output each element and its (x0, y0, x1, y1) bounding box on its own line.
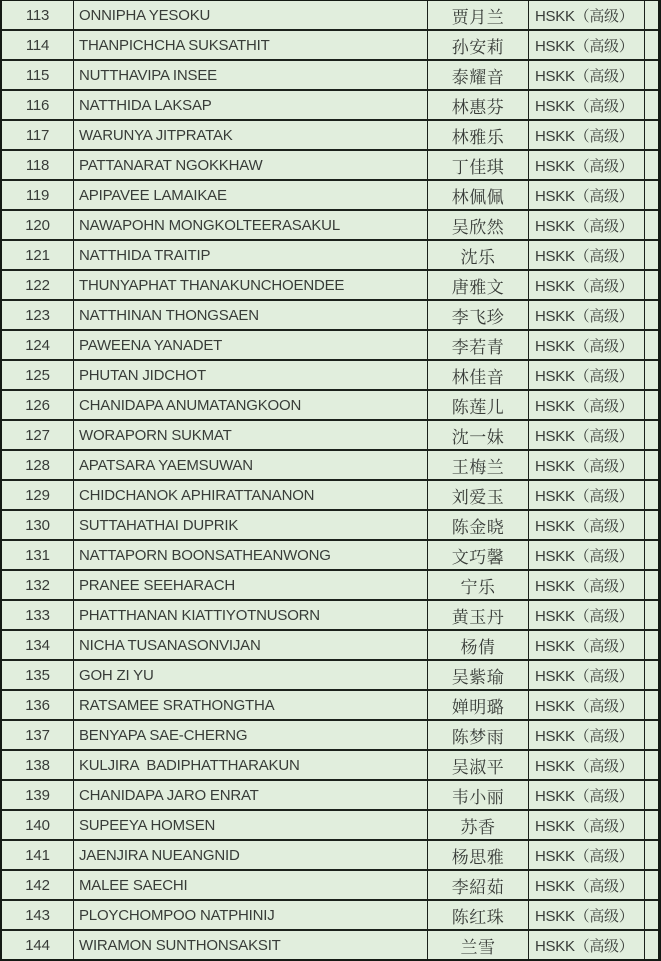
cut-off-column-cell (645, 421, 658, 449)
level-cell: HSKK（高级） (529, 721, 645, 749)
name-cell: PRANEE SEEHARACH (74, 571, 428, 599)
table-row (2, 871, 658, 901)
level-cell: HSKK（高级） (529, 481, 645, 509)
row-number-cell: 144 (2, 931, 74, 959)
table-row (2, 241, 658, 271)
table-row (2, 421, 658, 451)
row-number-cell: 125 (2, 361, 74, 389)
cut-off-column-cell (645, 211, 658, 239)
row-number-cell: 139 (2, 781, 74, 809)
cut-off-column-cell (645, 721, 658, 749)
name-cell: CHANIDAPA JARO ENRAT (74, 781, 428, 809)
chinese-name-cell: 李若青 (428, 331, 529, 359)
table-row (2, 1, 658, 31)
name-cell: PHATTHANAN KIATTIYOTNUSORN (74, 601, 428, 629)
chinese-name-cell: 吴淑平 (428, 751, 529, 779)
row-number-cell: 137 (2, 721, 74, 749)
row-number-cell: 143 (2, 901, 74, 929)
cut-off-column-cell (645, 451, 658, 479)
row-number-cell: 114 (2, 31, 74, 59)
name-cell: SUTTAHATHAI DUPRIK (74, 511, 428, 539)
name-cell: NUTTHAVIPA INSEE (74, 61, 428, 89)
chinese-name-cell: 林佩佩 (428, 181, 529, 209)
table-row (2, 751, 658, 781)
name-cell: CHIDCHANOK APHIRATTANANON (74, 481, 428, 509)
chinese-name-cell: 苏香 (428, 811, 529, 839)
level-cell: HSKK（高级） (529, 61, 645, 89)
level-cell: HSKK（高级） (529, 331, 645, 359)
chinese-name-cell: 沈乐 (428, 241, 529, 269)
cut-off-column-cell (645, 901, 658, 929)
cut-off-column-cell (645, 151, 658, 179)
cut-off-column-cell (645, 871, 658, 899)
table-row (2, 781, 658, 811)
table-row (2, 361, 658, 391)
table-row (2, 691, 658, 721)
table-row (2, 151, 658, 181)
cut-off-column-cell (645, 61, 658, 89)
level-cell: HSKK（高级） (529, 391, 645, 419)
cut-off-column-cell (645, 571, 658, 599)
level-cell: HSKK（高级） (529, 841, 645, 869)
cut-off-column-cell (645, 481, 658, 509)
table-row (2, 271, 658, 301)
name-cell: WIRAMON SUNTHONSAKSIT (74, 931, 428, 959)
row-number-cell: 130 (2, 511, 74, 539)
table-row (2, 631, 658, 661)
row-number-cell: 115 (2, 61, 74, 89)
name-cell: NATTHIDA LAKSAP (74, 91, 428, 119)
row-number-cell: 123 (2, 301, 74, 329)
table-row (2, 901, 658, 931)
level-cell: HSKK（高级） (529, 451, 645, 479)
cut-off-column-cell (645, 931, 658, 959)
chinese-name-cell: 王梅兰 (428, 451, 529, 479)
row-number-cell: 141 (2, 841, 74, 869)
row-number-cell: 140 (2, 811, 74, 839)
chinese-name-cell: 杨倩 (428, 631, 529, 659)
row-number-cell: 121 (2, 241, 74, 269)
row-number-cell: 124 (2, 331, 74, 359)
name-cell: KULJIRA BADIPHATTHARAKUN (74, 751, 428, 779)
row-number-cell: 116 (2, 91, 74, 119)
row-number-cell: 127 (2, 421, 74, 449)
name-cell: GOH ZI YU (74, 661, 428, 689)
row-number-cell: 128 (2, 451, 74, 479)
table-row (2, 541, 658, 571)
level-cell: HSKK（高级） (529, 31, 645, 59)
chinese-name-cell: 陈红珠 (428, 901, 529, 929)
name-cell: PHUTAN JIDCHOT (74, 361, 428, 389)
table-row (2, 31, 658, 61)
chinese-name-cell: 杨思雅 (428, 841, 529, 869)
table-row (2, 91, 658, 121)
cut-off-column-cell (645, 271, 658, 299)
row-number-cell: 136 (2, 691, 74, 719)
cut-off-column-cell (645, 541, 658, 569)
name-cell: NATTHINAN THONGSAEN (74, 301, 428, 329)
level-cell: HSKK（高级） (529, 121, 645, 149)
name-cell: NATTAPORN BOONSATHEANWONG (74, 541, 428, 569)
table-row (2, 931, 658, 961)
level-cell: HSKK（高级） (529, 601, 645, 629)
cut-off-column-cell (645, 301, 658, 329)
level-cell: HSKK（高级） (529, 421, 645, 449)
table-row (2, 331, 658, 361)
cut-off-column-cell (645, 661, 658, 689)
table-row (2, 811, 658, 841)
cut-off-column-cell (645, 601, 658, 629)
table-row (2, 391, 658, 421)
table-row (2, 511, 658, 541)
row-number-cell: 131 (2, 541, 74, 569)
table-row (2, 601, 658, 631)
chinese-name-cell: 李飞珍 (428, 301, 529, 329)
chinese-name-cell: 宁乐 (428, 571, 529, 599)
row-number-cell: 126 (2, 391, 74, 419)
cut-off-column-cell (645, 1, 658, 29)
level-cell: HSKK（高级） (529, 151, 645, 179)
name-cell: NATTHIDA TRAITIP (74, 241, 428, 269)
chinese-name-cell: 李紹茹 (428, 871, 529, 899)
row-number-cell: 122 (2, 271, 74, 299)
name-cell: ONNIPHA YESOKU (74, 1, 428, 29)
level-cell: HSKK（高级） (529, 811, 645, 839)
level-cell: HSKK（高级） (529, 661, 645, 689)
cut-off-column-cell (645, 841, 658, 869)
row-number-cell: 138 (2, 751, 74, 779)
name-cell: RATSAMEE SRATHONGTHA (74, 691, 428, 719)
table-row (2, 121, 658, 151)
level-cell: HSKK（高级） (529, 931, 645, 959)
level-cell: HSKK（高级） (529, 751, 645, 779)
name-cell: NAWAPOHN MONGKOLTEERASAKUL (74, 211, 428, 239)
cut-off-column-cell (645, 31, 658, 59)
row-number-cell: 119 (2, 181, 74, 209)
chinese-name-cell: 贾月兰 (428, 1, 529, 29)
table-row (2, 571, 658, 601)
level-cell: HSKK（高级） (529, 211, 645, 239)
row-number-cell: 129 (2, 481, 74, 509)
table-row (2, 841, 658, 871)
chinese-name-cell: 韦小丽 (428, 781, 529, 809)
name-cell: CHANIDAPA ANUMATANGKOON (74, 391, 428, 419)
chinese-name-cell: 刘爱玉 (428, 481, 529, 509)
table-row (2, 721, 658, 751)
row-number-cell: 135 (2, 661, 74, 689)
chinese-name-cell: 陈莲儿 (428, 391, 529, 419)
name-cell: WARUNYA JITPRATAK (74, 121, 428, 149)
cut-off-column-cell (645, 91, 658, 119)
chinese-name-cell: 黄玉丹 (428, 601, 529, 629)
cut-off-column-cell (645, 361, 658, 389)
level-cell: HSKK（高级） (529, 541, 645, 569)
name-cell: PLOYCHOMPOO NATPHINIJ (74, 901, 428, 929)
level-cell: HSKK（高级） (529, 271, 645, 299)
cut-off-column-cell (645, 241, 658, 269)
table-row (2, 181, 658, 211)
name-cell: THUNYAPHAT THANAKUNCHOENDEE (74, 271, 428, 299)
name-cell: BENYAPA SAE-CHERNG (74, 721, 428, 749)
name-cell: MALEE SAECHI (74, 871, 428, 899)
chinese-name-cell: 陈金晓 (428, 511, 529, 539)
name-cell: PATTANARAT NGOKKHAW (74, 151, 428, 179)
table-row (2, 661, 658, 691)
name-cell: WORAPORN SUKMAT (74, 421, 428, 449)
name-cell: NICHA TUSANASONVIJAN (74, 631, 428, 659)
cut-off-column-cell (645, 121, 658, 149)
table-row (2, 61, 658, 91)
level-cell: HSKK（高级） (529, 181, 645, 209)
chinese-name-cell: 沈一妹 (428, 421, 529, 449)
cut-off-column-cell (645, 181, 658, 209)
chinese-name-cell: 吴欣然 (428, 211, 529, 239)
row-number-cell: 118 (2, 151, 74, 179)
cut-off-column-cell (645, 811, 658, 839)
chinese-name-cell: 吴紫瑜 (428, 661, 529, 689)
chinese-name-cell: 唐雅文 (428, 271, 529, 299)
cut-off-column-cell (645, 511, 658, 539)
cut-off-column-cell (645, 391, 658, 419)
row-number-cell: 134 (2, 631, 74, 659)
name-cell: APATSARA YAEMSUWAN (74, 451, 428, 479)
row-number-cell: 132 (2, 571, 74, 599)
chinese-name-cell: 林雅乐 (428, 121, 529, 149)
level-cell: HSKK（高级） (529, 91, 645, 119)
table-row (2, 481, 658, 511)
level-cell: HSKK（高级） (529, 1, 645, 29)
chinese-name-cell: 陈梦雨 (428, 721, 529, 749)
name-cell: JAENJIRA NUEANGNID (74, 841, 428, 869)
row-number-cell: 133 (2, 601, 74, 629)
level-cell: HSKK（高级） (529, 901, 645, 929)
name-cell: THANPICHCHA SUKSATHIT (74, 31, 428, 59)
level-cell: HSKK（高级） (529, 781, 645, 809)
cut-off-column-cell (645, 331, 658, 359)
cut-off-column-cell (645, 691, 658, 719)
table-row (2, 211, 658, 241)
chinese-name-cell: 丁佳琪 (428, 151, 529, 179)
name-cell: PAWEENA YANADET (74, 331, 428, 359)
name-cell: APIPAVEE LAMAIKAE (74, 181, 428, 209)
table-row (2, 301, 658, 331)
table-row (2, 451, 658, 481)
chinese-name-cell: 兰雪 (428, 931, 529, 959)
chinese-name-cell: 孙安莉 (428, 31, 529, 59)
level-cell: HSKK（高级） (529, 241, 645, 269)
row-number-cell: 142 (2, 871, 74, 899)
chinese-name-cell: 婵明璐 (428, 691, 529, 719)
cut-off-column-cell (645, 631, 658, 659)
level-cell: HSKK（高级） (529, 871, 645, 899)
level-cell: HSKK（高级） (529, 631, 645, 659)
row-number-cell: 113 (2, 1, 74, 29)
cut-off-column-cell (645, 781, 658, 809)
level-cell: HSKK（高级） (529, 511, 645, 539)
cut-off-column-cell (645, 751, 658, 779)
level-cell: HSKK（高级） (529, 301, 645, 329)
chinese-name-cell: 林佳音 (428, 361, 529, 389)
level-cell: HSKK（高级） (529, 691, 645, 719)
row-number-cell: 117 (2, 121, 74, 149)
chinese-name-cell: 文巧馨 (428, 541, 529, 569)
chinese-name-cell: 泰耀音 (428, 61, 529, 89)
name-cell: SUPEEYA HOMSEN (74, 811, 428, 839)
level-cell: HSKK（高级） (529, 571, 645, 599)
level-cell: HSKK（高级） (529, 361, 645, 389)
row-number-cell: 120 (2, 211, 74, 239)
chinese-name-cell: 林惠芬 (428, 91, 529, 119)
